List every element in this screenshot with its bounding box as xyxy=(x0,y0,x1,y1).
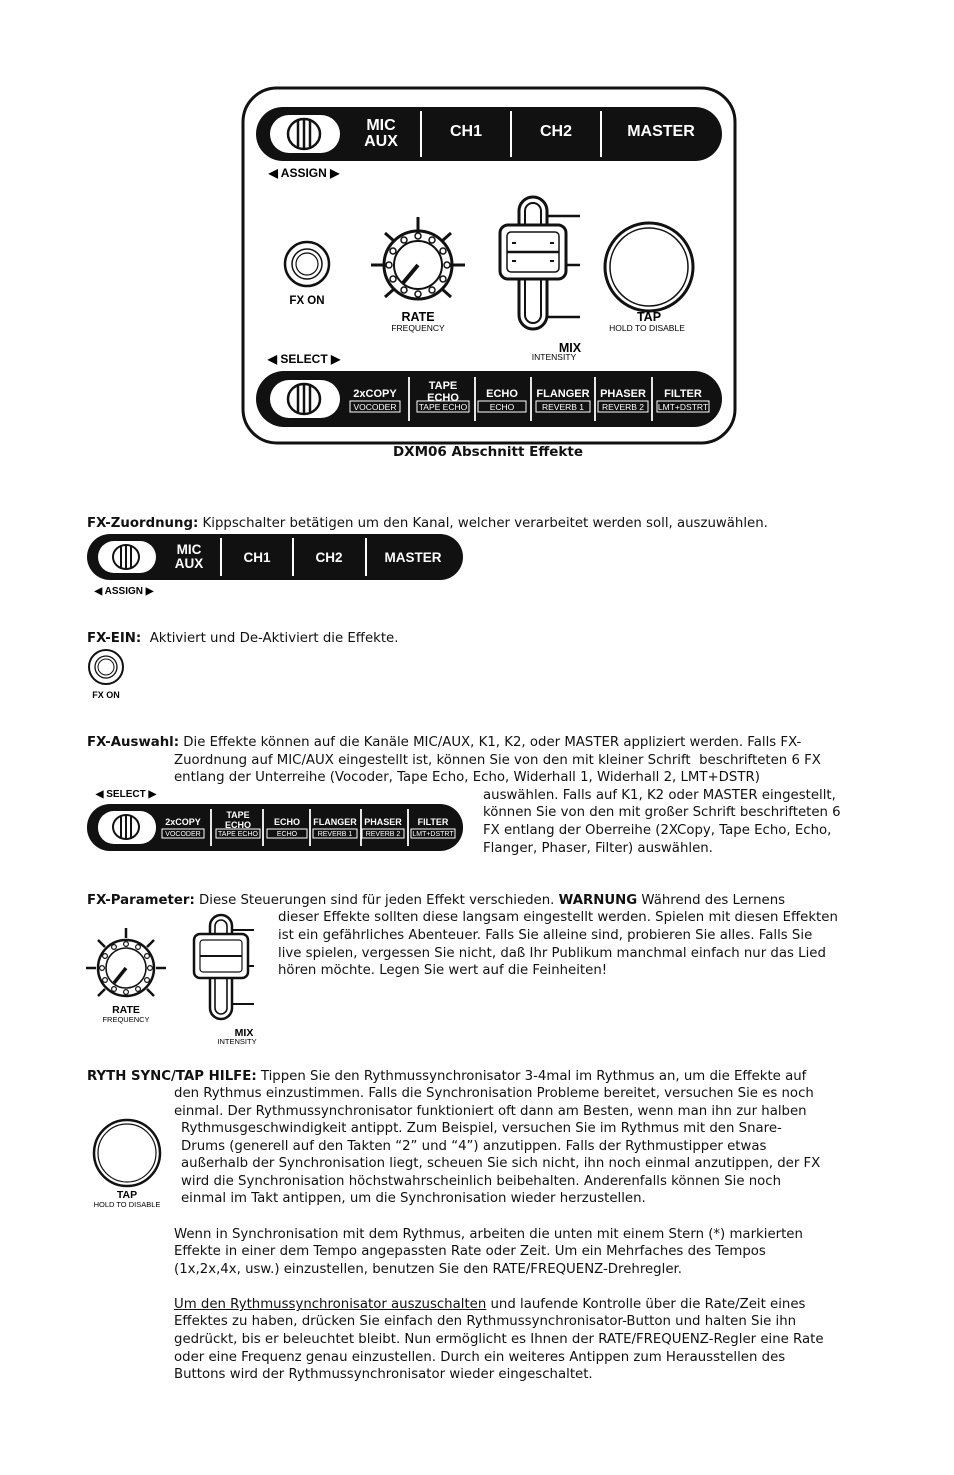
tap-figure xyxy=(90,1118,164,1210)
fx-top-label: PHASER xyxy=(364,817,402,827)
fx-on-label: FX ON xyxy=(289,295,325,307)
tap-line1: Tippen Sie den Rythmussynchronisator 3-4mal im Rythmus an, um die Effekte auf xyxy=(256,1069,807,1084)
tap-button-small[interactable] xyxy=(94,1120,160,1186)
tap-p3-line1 xyxy=(174,1296,805,1314)
tap-p3-line1-rest: und laufende Kontrolle über die Rate/Zeit eines xyxy=(486,1297,806,1312)
fx-bottom-label: LMT+DSTRT xyxy=(412,831,454,838)
select-toggle-switch-small[interactable] xyxy=(98,811,156,844)
fx-top-label: PHASER xyxy=(600,388,646,400)
fx-bottom-label: REVERB 2 xyxy=(365,831,401,838)
fx-top-label: TAPE xyxy=(428,380,458,392)
fx-on-button-small[interactable] xyxy=(89,650,123,684)
tap-p3-line5: Buttons wird der Rythmussynchronisator wieder eingeschaltet. xyxy=(174,1367,593,1382)
fx-top-label: TAPE xyxy=(226,810,250,820)
fx-top-label: FLANGER xyxy=(313,817,357,827)
mix-fader-small[interactable] xyxy=(194,915,254,1019)
fx-bottom-label: TAPE ECHO xyxy=(218,831,258,838)
tap-heading: RYTH SYNC/TAP HILFE: xyxy=(87,1069,257,1084)
fx-on-figure xyxy=(86,648,130,702)
fx-bottom-label: REVERB 1 xyxy=(317,831,353,838)
tap-line2: den Rythmus einzustimmen. Falls die Synchronisation Probleme bereitet, versuchen Sie es noch xyxy=(174,1086,814,1101)
params-warning: WARNUNG xyxy=(558,893,638,908)
assign-bar-figure xyxy=(86,532,466,598)
assign-master-label-small: MASTER xyxy=(384,550,442,565)
assign-heading: FX-Zuordnung: xyxy=(87,516,199,531)
fx-top-label: ECHO xyxy=(427,392,459,404)
assign-text: Kippschalter betätigen um den Kanal, welcher verarbeitet werden soll, auszuwählen. xyxy=(198,516,768,531)
fxon-paragraph xyxy=(87,630,398,648)
tap-sub-label-small: HOLD TO DISABLE xyxy=(93,1200,161,1209)
rate-knob-small[interactable] xyxy=(86,928,166,996)
params-line2: dieser Effekte sollten diese langsam eingestellt werden. Spielen mit diesen Effekten xyxy=(278,910,838,925)
params-line5: hören möchte. Legen Sie wert auf die Feinheiten! xyxy=(278,963,608,978)
select-line5: können Sie von den mit großer Schrift beschrifteten 6 xyxy=(483,805,841,820)
params-line1b: Während des Lernens xyxy=(637,893,786,908)
fx-top-label: 2xCOPY xyxy=(353,388,397,400)
tap-p3-line2: Effektes zu haben, drücken Sie einfach den Rythmussynchronisator-Button und halten Sie ihn xyxy=(174,1314,797,1329)
assign-bar xyxy=(256,107,722,161)
fx-top-label: ECHO xyxy=(273,817,301,827)
fx-bottom-label: LMT+DSTRT xyxy=(657,402,709,412)
select-line3: entlang der Unterreihe (Vocoder, Tape Echo, Echo, Widerhall 1, Widerhall 2, LMT+DSTR) xyxy=(174,770,760,785)
tap-p3-underlined: Um den Rythmussynchronisator auszuschalten xyxy=(174,1297,487,1312)
fx-bottom-label: ECHO xyxy=(276,831,298,838)
rate-label: RATE xyxy=(401,310,435,324)
params-paragraph-top xyxy=(87,892,785,910)
params-figure xyxy=(84,910,264,1048)
tap-p2-line1: Wenn in Synchronisation mit dem Rythmus, arbeiten die unten mit einem Stern (*) markierten xyxy=(174,1227,803,1242)
rate-sub-label-small: FREQUENCY xyxy=(102,1015,150,1024)
assign-ch1-label-small: CH1 xyxy=(243,550,271,565)
assign-mic-label: MIC xyxy=(366,117,396,134)
assign-master-label: MASTER xyxy=(627,123,695,140)
fx-bottom-label: REVERB 2 xyxy=(601,402,645,412)
assign-label-small: ◀ ASSIGN ▶ xyxy=(94,586,154,597)
select-bar xyxy=(256,371,722,427)
assign-ch2-label: CH2 xyxy=(539,123,573,140)
fx-bottom-label: REVERB 1 xyxy=(541,402,585,412)
assign-label: ◀ ASSIGN ▶ xyxy=(268,166,340,180)
fx-top-label: FILTER xyxy=(417,817,449,827)
assign-toggle-switch-small[interactable] xyxy=(98,541,156,573)
params-line1a: Diese Steuerungen sind für jeden Effekt verschieden. xyxy=(194,893,559,908)
fx-top-label: 2xCOPY xyxy=(165,817,201,827)
tap-line4: Rythmusgeschwindigkeit antippt. Zum Beispiel, versuchen Sie im Rythmus mit den Snare- xyxy=(181,1121,782,1136)
rate-label-small: RATE xyxy=(112,1004,140,1016)
assign-aux-label: AUX xyxy=(364,133,398,150)
fx-bottom-label: TAPE ECHO xyxy=(418,402,468,412)
panel-caption: DXM06 Abschnitt Effekte xyxy=(392,444,584,460)
fx-on-button[interactable] xyxy=(285,242,329,286)
assign-mic-label-small: MIC xyxy=(176,542,202,557)
select-toggle-switch[interactable] xyxy=(270,380,340,418)
select-heading: FX-Auswahl: xyxy=(87,735,180,750)
fx-top-label: ECHO xyxy=(224,820,252,830)
fx-on-label-small: FX ON xyxy=(92,690,120,700)
select-line4: auswählen. Falls auf K1, K2 oder MASTER eingestellt, xyxy=(483,788,836,803)
select-line2: Zuordnung auf MIC/AUX eingestellt ist, können Sie von den mit kleiner Schrift beschrifteten 6 FX xyxy=(174,753,821,768)
params-line3: ist ein gefährliches Abenteuer. Falls Sie alleine sind, probieren Sie alles. Falls Sie xyxy=(278,928,813,943)
tap-line8: einmal im Takt antippen, um die Synchronisation wieder herzustellen. xyxy=(181,1191,646,1206)
mix-sub-label-small: INTENSITY xyxy=(217,1037,257,1046)
fx-bottom-label: VOCODER xyxy=(165,831,201,838)
effects-panel-diagram xyxy=(240,85,738,447)
fxon-text: Aktiviert und De-Aktiviert die Effekte. xyxy=(141,631,399,646)
select-label-small: ◀ SELECT ▶ xyxy=(95,789,157,800)
tap-p2-line3: (1x,2x,4x, usw.) einzustellen, benutzen Sie den RATE/FREQUENZ-Drehregler. xyxy=(174,1262,682,1277)
tap-line5: Drums (generell auf den Takten “2” und “4”) anzutippen. Falls der Rythmustipper etwas xyxy=(181,1139,767,1154)
select-line7: Flanger, Phaser, Filter) auswählen. xyxy=(483,841,713,856)
params-heading: FX-Parameter: xyxy=(87,893,195,908)
mix-sub-label: INTENSITY xyxy=(531,352,577,362)
tap-paragraph-top xyxy=(87,1068,806,1086)
tap-p3-line4: oder eine Frequenz genau einzustellen. Durch ein weiteres Antippen zum Herausstellen des xyxy=(174,1350,786,1365)
select-line1: Die Effekte können auf die Kanäle MIC/AUX, K1, K2, oder MASTER appliziert werden. Falls FX- xyxy=(179,735,802,750)
fx-top-label: ECHO xyxy=(486,388,518,400)
assign-paragraph xyxy=(87,515,768,533)
assign-ch2-label-small: CH2 xyxy=(315,550,343,565)
select-bar-figure xyxy=(86,786,466,854)
assign-ch1-label: CH1 xyxy=(449,123,483,140)
fx-top-label: FLANGER xyxy=(536,388,590,400)
tap-line6: außerhalb der Synchronisation liegt, scheuen Sie sich nicht, ihn noch einmal anzutippen, der FX xyxy=(181,1156,821,1171)
tap-sub-label: HOLD TO DISABLE xyxy=(609,323,685,333)
tap-line3: einmal. Der Rythmussynchronisator funktioniert oft dann am Besten, wenn man ihn zur halben xyxy=(174,1104,807,1119)
fxon-heading: FX-EIN: xyxy=(87,631,142,646)
tap-line7: wird die Synchronisation höchstwahrscheinlich beibehalten. Anderenfalls können Sie noch xyxy=(181,1174,782,1189)
mix-label: MIX xyxy=(558,341,582,355)
rate-sub-label: FREQUENCY xyxy=(391,323,445,333)
tap-label-small: TAP xyxy=(116,1189,138,1201)
fx-bottom-label: VOCODER xyxy=(353,402,397,412)
tap-p3-line3: gedrückt, bis er beleuchtet bleibt. Nun ermöglicht es Ihnen der RATE/FREQUENZ-Regler eine Rate xyxy=(174,1332,824,1347)
mix-label-small: MIX xyxy=(234,1027,254,1039)
select-line6: FX entlang der Oberreihe (2XCopy, Tape Echo, Echo, xyxy=(483,823,832,838)
tap-button[interactable] xyxy=(605,223,693,311)
assign-toggle-switch[interactable] xyxy=(270,115,340,153)
tap-label: TAP xyxy=(636,310,662,324)
select-label: ◀ SELECT ▶ xyxy=(267,352,341,366)
params-line4: live spielen, vergessen Sie nicht, daß Ihr Publikum manchmal einfach nur das Lied xyxy=(278,946,826,961)
tap-p2-line2: Effekte in einer dem Tempo angepassten Rate oder Zeit. Um ein Mehrfaches des Tempos xyxy=(174,1244,766,1259)
assign-aux-label-small: AUX xyxy=(174,556,204,571)
select-paragraph-top xyxy=(87,734,801,752)
fx-bottom-label: ECHO xyxy=(489,402,515,412)
fx-top-label: FILTER xyxy=(664,388,702,400)
